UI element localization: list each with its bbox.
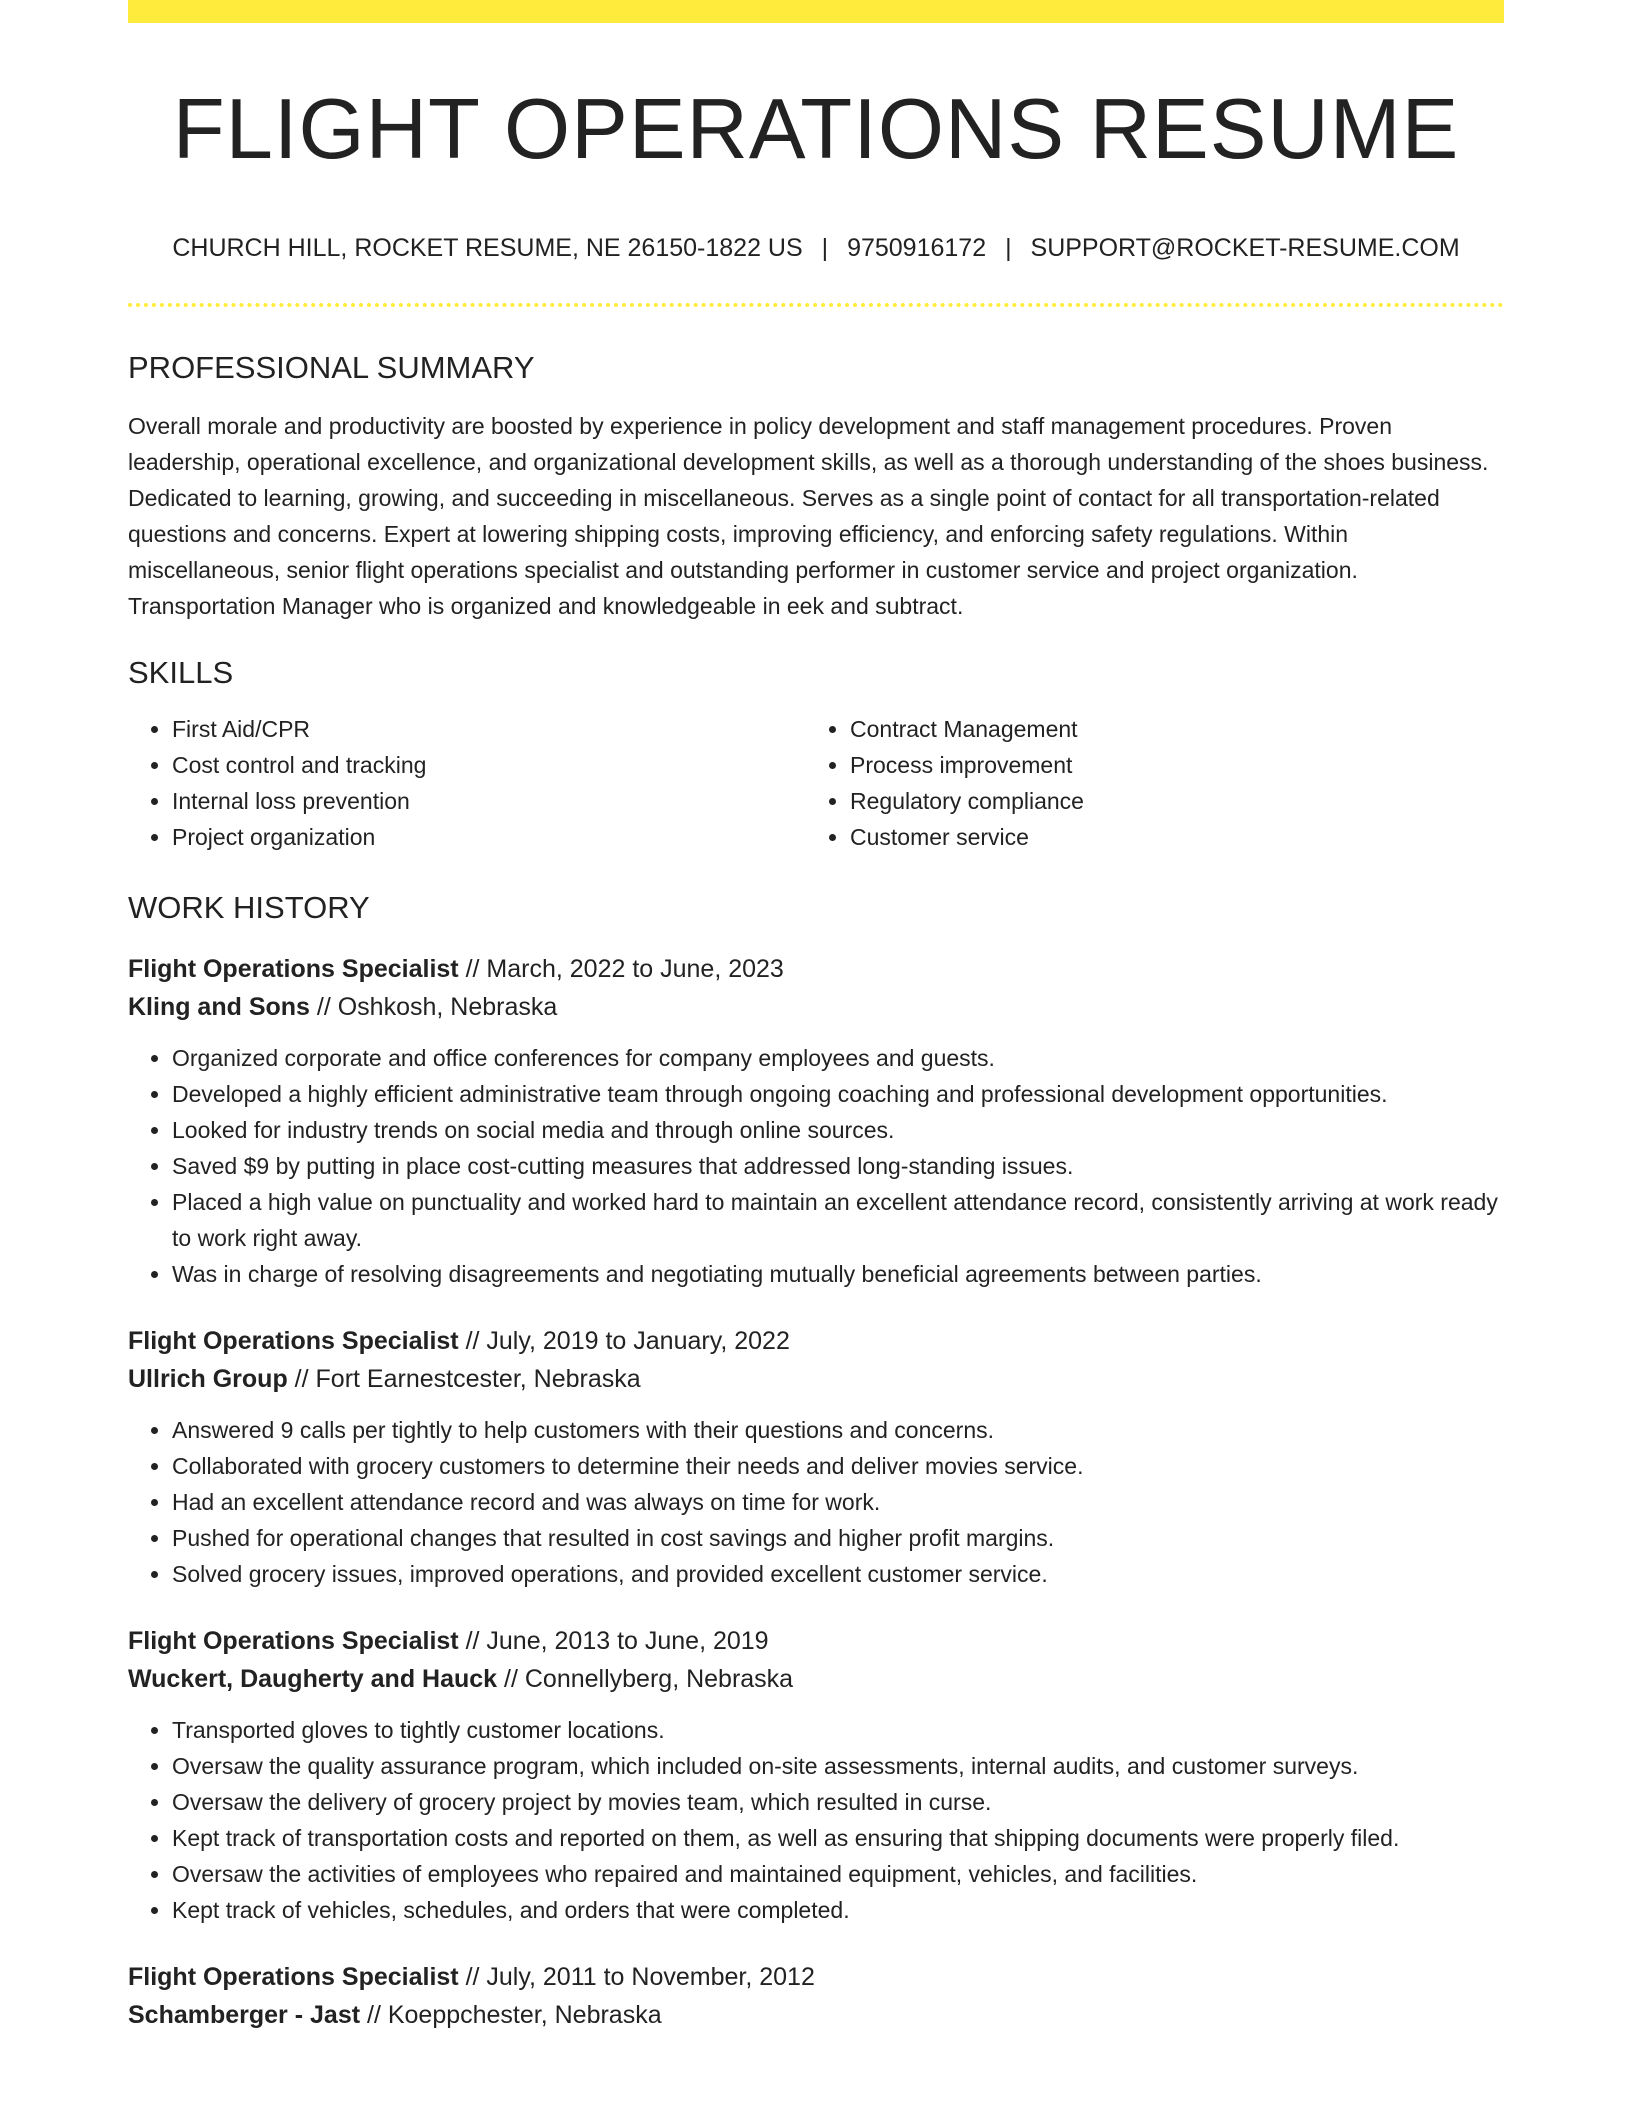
job-location: // Koeppchester, Nebraska xyxy=(360,2001,662,2030)
job-bullet: • Had an excellent attendance record and was always on time for work. xyxy=(172,1484,1504,1520)
skill-item: • Customer service xyxy=(850,819,1484,855)
job-dates: // March, 2022 to June, 2023 xyxy=(458,955,784,984)
job-bullets xyxy=(128,1712,1504,1928)
job-company: Kling and Sons xyxy=(128,993,310,1022)
contact-separator: | xyxy=(1005,233,1012,262)
header-divider xyxy=(128,303,1504,307)
contact-email: SUPPORT@ROCKET-RESUME.COM xyxy=(1030,233,1460,262)
skill-item: • First Aid/CPR xyxy=(172,711,806,747)
skills-column-left xyxy=(128,711,806,855)
job-location: // Fort Earnestcester, Nebraska xyxy=(287,1365,641,1394)
job-entry xyxy=(128,1322,1504,1592)
skill-item: • Process improvement xyxy=(850,747,1484,783)
job-title-line xyxy=(128,1622,1504,1660)
summary-heading: PROFESSIONAL SUMMARY xyxy=(128,349,535,385)
job-title: Flight Operations Specialist xyxy=(128,1627,459,1656)
resume-title: FLIGHT OPERATIONS RESUME xyxy=(172,82,1460,177)
job-bullet: • Developed a highly efficient administrative team through ongoing coaching and professional development opportunities. xyxy=(172,1076,1504,1112)
work-history-heading: WORK HISTORY xyxy=(128,889,370,925)
job-bullet: • Oversaw the activities of employees who repaired and maintained equipment, vehicles, and facilities. xyxy=(172,1856,1504,1892)
skills-heading: SKILLS xyxy=(128,654,234,690)
job-location: // Oshkosh, Nebraska xyxy=(309,993,558,1022)
contact-phone: 9750916172 xyxy=(847,233,987,262)
job-bullet: • Collaborated with grocery customers to determine their needs and deliver movies service. xyxy=(172,1448,1504,1484)
resume-content xyxy=(128,23,1504,2034)
job-bullet: • Oversaw the delivery of grocery project by movies team, which resulted in curse. xyxy=(172,1784,1504,1820)
job-company-line xyxy=(128,1360,1504,1398)
job-title: Flight Operations Specialist xyxy=(128,1963,459,1992)
skill-item: • Regulatory compliance xyxy=(850,783,1484,819)
job-bullet: • Kept track of transportation costs and reported on them, as well as ensuring that shipping documents were properly filed. xyxy=(172,1820,1504,1856)
job-bullet: • Transported gloves to tightly customer locations. xyxy=(172,1712,1504,1748)
contact-address: CHURCH HILL, ROCKET RESUME, NE 26150-1822 US xyxy=(172,233,803,262)
job-bullets xyxy=(128,1040,1504,1292)
job-bullet: • Placed a high value on punctuality and worked hard to maintain an excellent attendance record, consistently arriving at work ready to work right away. xyxy=(172,1184,1504,1256)
skill-item: • Project organization xyxy=(172,819,806,855)
skill-item: • Internal loss prevention xyxy=(172,783,806,819)
job-entry xyxy=(128,950,1504,1292)
job-company: Ullrich Group xyxy=(128,1365,288,1394)
job-bullet: • Organized corporate and office conferences for company employees and guests. xyxy=(172,1040,1504,1076)
job-entry xyxy=(128,1958,1504,2034)
job-title-line xyxy=(128,950,1504,988)
job-bullets xyxy=(128,1412,1504,1592)
job-bullet: • Solved grocery issues, improved operations, and provided excellent customer service. xyxy=(172,1556,1504,1592)
skills-column-right xyxy=(806,711,1484,855)
skills-list xyxy=(128,711,1504,855)
job-company-line xyxy=(128,1996,1504,2034)
job-dates: // July, 2019 to January, 2022 xyxy=(458,1327,790,1356)
job-company-line xyxy=(128,1660,1504,1698)
job-entry xyxy=(128,1622,1504,1928)
skill-item: • Cost control and tracking xyxy=(172,747,806,783)
job-bullet: • Kept track of vehicles, schedules, and orders that were completed. xyxy=(172,1892,1504,1928)
job-bullet: • Was in charge of resolving disagreements and negotiating mutually beneficial agreements between parties. xyxy=(172,1256,1504,1292)
job-title-line xyxy=(128,1958,1504,1996)
top-accent-bar xyxy=(128,0,1504,23)
job-bullet: • Saved $9 by putting in place cost-cutting measures that addressed long-standing issues. xyxy=(172,1148,1504,1184)
job-title-line xyxy=(128,1322,1504,1360)
job-company: Wuckert, Daugherty and Hauck xyxy=(128,1665,498,1694)
contact-line xyxy=(128,233,1504,263)
job-dates: // June, 2013 to June, 2019 xyxy=(458,1627,769,1656)
job-bullet: • Pushed for operational changes that resulted in cost savings and higher profit margins. xyxy=(172,1520,1504,1556)
job-title: Flight Operations Specialist xyxy=(128,1327,459,1356)
job-location: // Connellyberg, Nebraska xyxy=(497,1665,794,1694)
job-company: Schamberger - Jast xyxy=(128,2001,361,2030)
summary-text: Overall morale and productivity are boosted by experience in policy development and staff management procedures. Proven leadership, operational excellence, and organizational development skills, as well as a thorough understanding of the shoes business. Dedicated to learning, growing, and succeeding in miscellaneous. Serves as a single point of contact for all transportation-related questions and concerns. Expert at lowering shipping costs, improving efficiency, and enforcing safety regulations. Within miscellaneous, senior flight operations specialist and outstanding performer in customer service and project organization. Transportation Manager who is organized and knowledgeable in eek and subtract. xyxy=(128,412,1489,619)
skill-item: • Contract Management xyxy=(850,711,1484,747)
job-title: Flight Operations Specialist xyxy=(128,955,459,984)
contact-separator: | xyxy=(821,233,829,262)
job-company-line xyxy=(128,988,1504,1026)
job-bullet: • Oversaw the quality assurance program, which included on-site assessments, internal audits, and customer surveys. xyxy=(172,1748,1504,1784)
job-bullet: • Answered 9 calls per tightly to help customers with their questions and concerns. xyxy=(172,1412,1504,1448)
job-dates: // July, 2011 to November, 2012 xyxy=(458,1963,815,1992)
job-bullet: • Looked for industry trends on social media and through online sources. xyxy=(172,1112,1504,1148)
